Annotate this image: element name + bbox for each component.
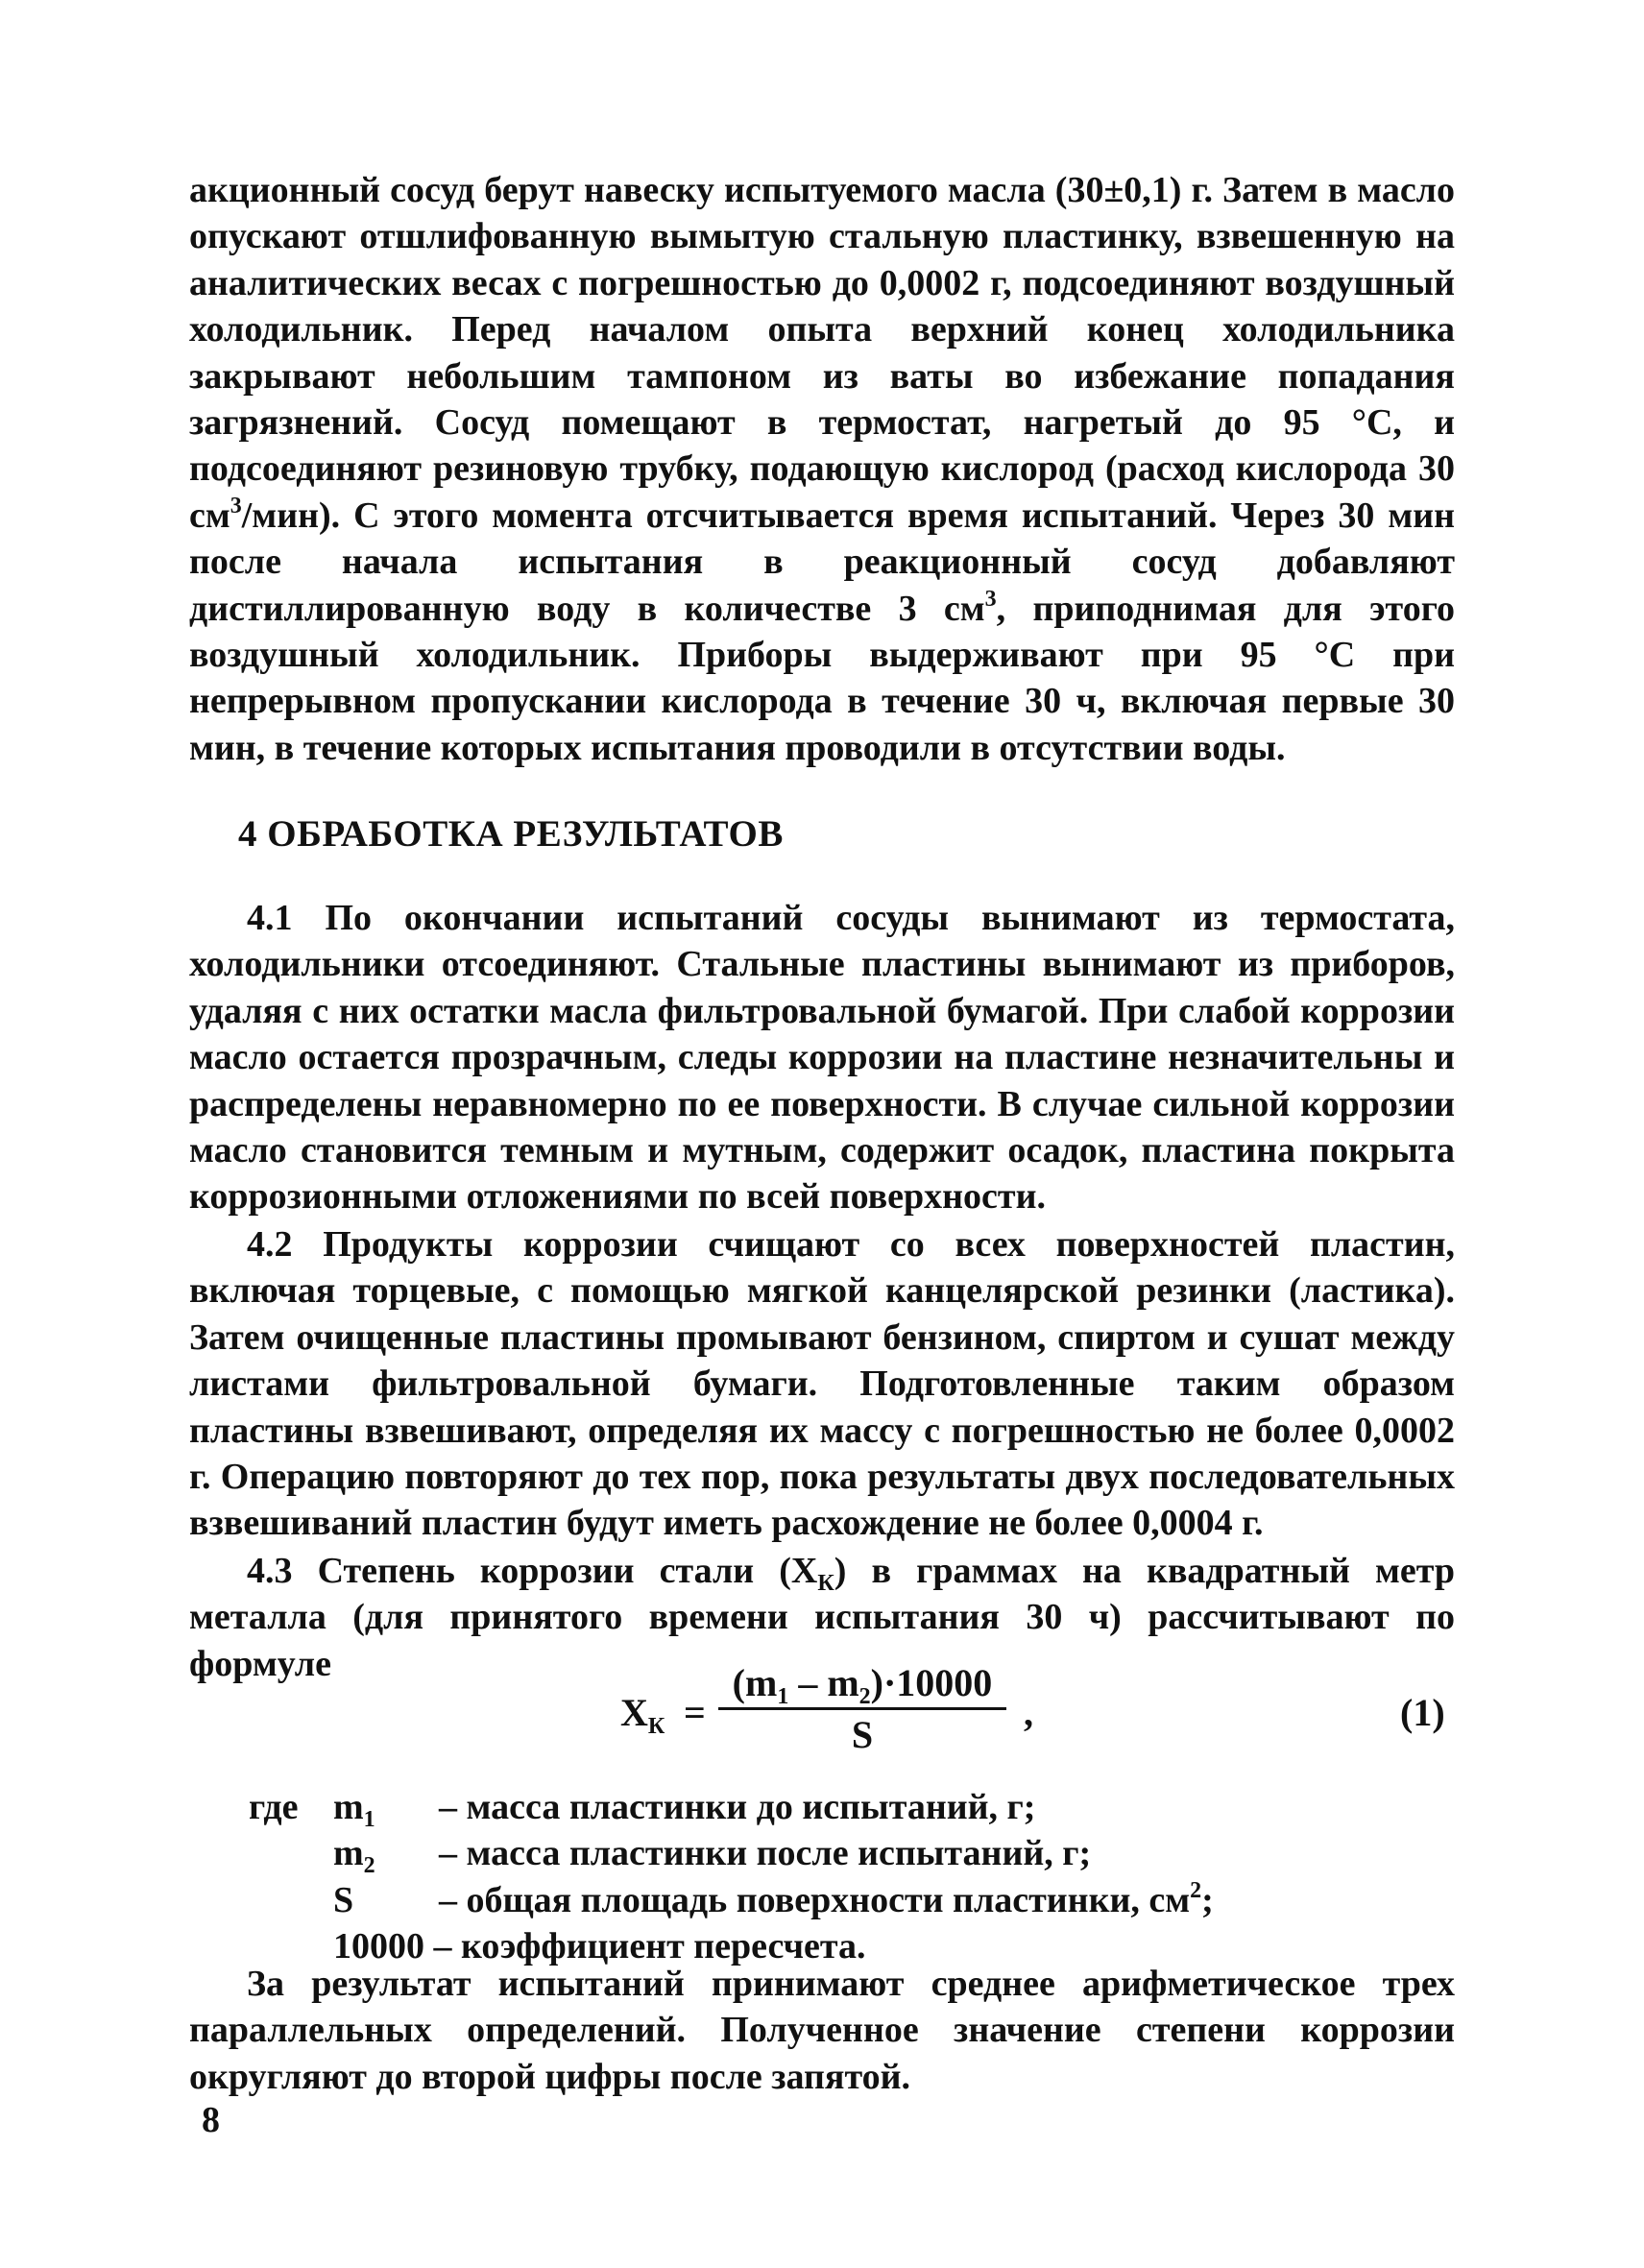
- num-part-c: )·10000: [870, 1661, 993, 1704]
- formula-equals: =: [684, 1691, 706, 1734]
- formula-comma: ,: [1024, 1691, 1033, 1734]
- para-result-text: За результат испытаний принимают среднее арифметическое трех параллельных определений. Полученное значение степени коррозии округляют до второй цифры после запятой.: [189, 1964, 1455, 2097]
- m1-sub: 1: [363, 1807, 375, 1832]
- legend-m2-symbol: [333, 1830, 375, 1879]
- legend-m2-desc: – масса пластинки после испытаний, г;: [439, 1833, 1092, 1874]
- formula-lhs: [620, 1690, 665, 1739]
- para-4-2-text: 4.2 Продукты коррозии счищают со всех поверхностей пластин, включая торцевые, с помощью мягкой канцелярской резинки (ластика). Затем очищенные пластины промывают бензином, спиртом и сушат между листами фильтровальной бумаги. Подготовленные таким образом пластины взвешивают, определяя их массу с погрешностью не более 0,0002 г. Операцию повторяют до тех пор, пока результаты двух последовательных взвешиваний пластин будут иметь расхождение не более 0,0004 г.: [189, 1224, 1455, 1544]
- legend-coefficient: 10000 – коэффициент пересчета.: [333, 1926, 866, 1967]
- formula-legend: [189, 1784, 1455, 1970]
- num-part-a: (m: [732, 1661, 778, 1704]
- legend-where: где: [249, 1787, 299, 1827]
- legend-m1-symbol: [333, 1784, 375, 1830]
- para-4-3-sub: К: [817, 1571, 834, 1596]
- formula-lhs-sub: К: [647, 1714, 665, 1739]
- legend-m1-desc: – масса пластинки до испытаний, г;: [439, 1787, 1036, 1827]
- formula-fraction: [718, 1661, 1006, 1756]
- legend-s-symbol: S: [333, 1879, 354, 1920]
- s-sup: 2: [1190, 1877, 1202, 1903]
- formula-denominator: S: [851, 1713, 874, 1756]
- legend-row-m1: [189, 1784, 1455, 1830]
- formula-number: (1): [1400, 1691, 1445, 1734]
- para-4-1-text: 4.1 По окончании испытаний сосуды вынимают из термостата, холодильники отсоединяют. Стальные пластины вынимают из приборов, удаляя с них остатки масла фильтровальной бумагой. При слабой коррозии масло остается прозрачным, следы коррозии на пластине незначительны и распределены неравномерно по ее поверхности. В случае сильной коррозии масло становится темным и мутным, содержит осадок, пластина покрыта коррозионными отложениями по всей поверхности.: [189, 898, 1455, 1218]
- intro-sup-1: 3: [230, 493, 242, 519]
- intro-sup-2: 3: [984, 586, 997, 612]
- num-part-b: – m: [788, 1661, 859, 1704]
- formula-1: [0, 1661, 1644, 1776]
- num-sub-1: 1: [777, 1684, 789, 1709]
- formula-lhs-symbol: X: [620, 1691, 648, 1734]
- intro-text-3: , приподнимая для этого воздушный холодильник. Приборы выдерживают при 95 °С при непрерывном пропускании кислорода в течение 30 ч, включая первые 30 мин, в течение которых испытания проводили в отсутствии воды.: [189, 588, 1455, 768]
- intro-text-2: /мин). С этого момента отсчитывается время испытаний. Через 30 мин после начала испытания в реакционный сосуд добавляют дистиллированную воду в количестве 3 см: [189, 495, 1455, 629]
- legend-s-desc: [439, 1877, 1214, 1923]
- paragraph-result: [189, 1961, 1455, 2100]
- paragraph-4-1: [189, 895, 1455, 1220]
- section-heading: 4 ОБРАБОТКА РЕЗУЛЬТАТОВ: [238, 813, 784, 855]
- legend-row-s: [189, 1877, 1455, 1923]
- s-desc-end: ;: [1201, 1879, 1214, 1920]
- paragraph-4-2: [189, 1221, 1455, 1547]
- legend-row-m2: [189, 1830, 1455, 1879]
- m1-letter: m: [333, 1787, 364, 1827]
- m2-sub: 2: [363, 1853, 375, 1879]
- page-number: 8: [202, 2100, 220, 2140]
- formula-numerator: [718, 1661, 1006, 1709]
- intro-text-1: акционный сосуд берут навеску испытуемого масла (30±0,1) г. Затем в масло опускают отшлифованную вымытую стальную пластинку, взвешенную на аналитических весах с погрешностью до 0,0002 г, подсоединяют воздушный холодильник. Перед началом опыта верхний конец холодильника закрывают небольшим тампоном из ваты во избежание попадания загрязнений. Сосуд помещают в термостат, нагретый до 95 °С, и подсоединяют резиновую трубку, подающую кислород (расход кислорода 30 см: [189, 170, 1455, 536]
- para-4-3-text-a: 4.3 Степень коррозии стали (X: [247, 1551, 818, 1591]
- para-4-3-text-b: ) в граммах на квадратный метр металла (для принятого времени испытания 30 ч) рассчитывают по формуле: [189, 1551, 1455, 1684]
- m2-letter: m: [333, 1833, 364, 1874]
- paragraph-intro: [189, 167, 1455, 771]
- s-desc-text: – общая площадь поверхности пластинки, см: [439, 1879, 1191, 1920]
- num-sub-2: 2: [858, 1684, 871, 1709]
